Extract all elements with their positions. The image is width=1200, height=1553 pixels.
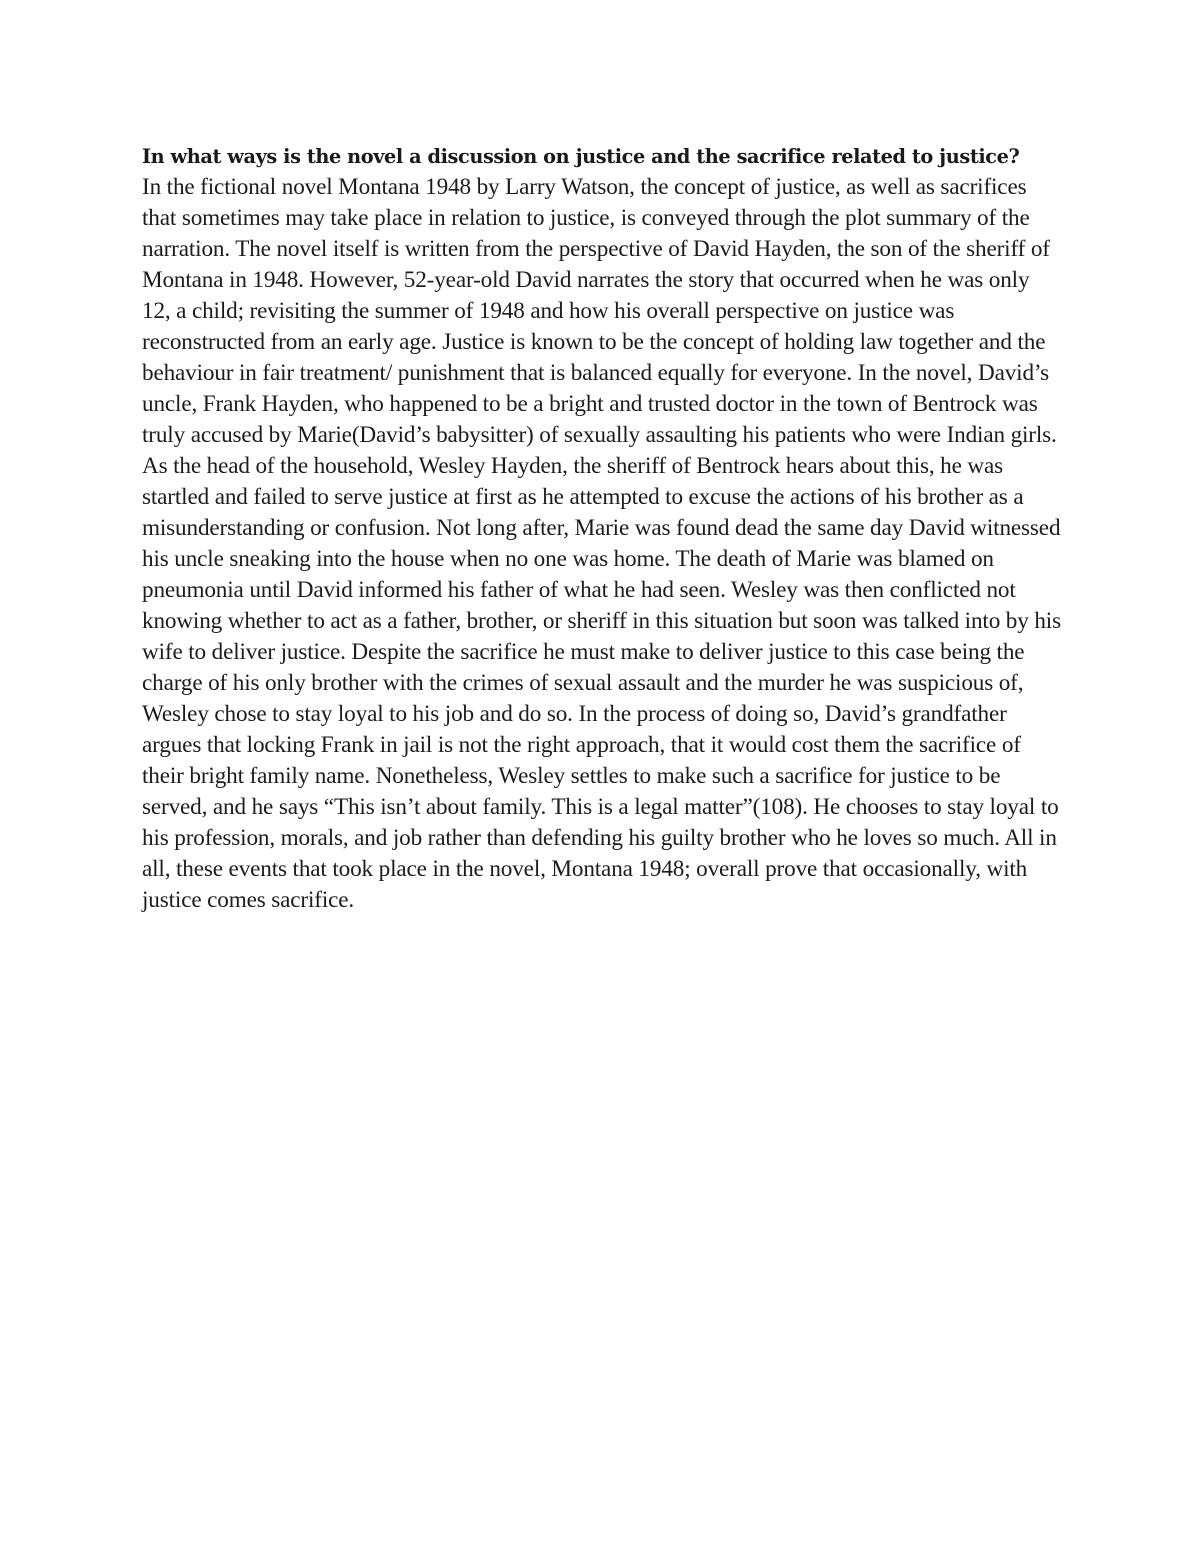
document-content <box>142 141 1062 916</box>
essay-body-paragraph: In the fictional novel Montana 1948 by Larry Watson, the concept of justice, as well as sacrifices that sometimes may take place in relation to justice, is conveyed through the plot summary of the narration. The novel itself is written from the perspective of David Hayden, the son of the sheriff of Montana in 1948. However, 52-year-old David narrates the story that occurred when he was only 12, a child; revisiting the summer of 1948 and how his overall perspective on justice was reconstructed from an early age. Justice is known to be the concept of holding law together and the behaviour in fair treatment/ punishment that is balanced equally for everyone. In the novel, David’s uncle, Frank Hayden, who happened to be a bright and trusted doctor in the town of Bentrock was truly accused by Marie(David’s babysitter) of sexually assaulting his patients who were Indian girls. As the head of the household, Wesley Hayden, the sheriff of Bentrock hears about this, he was startled and failed to serve justice at first as he attempted to excuse the actions of his brother as a misunderstanding or confusion. Not long after, Marie was found dead the same day David witnessed his uncle sneaking into the house when no one was home. The death of Marie was blamed on pneumonia until David informed his father of what he had seen. Wesley was then conflicted not knowing whether to act as a father, brother, or sheriff in this situation but soon was talked into by his wife to deliver justice. Despite the sacrifice he must make to deliver justice to this case being the charge of his only brother with the crimes of sexual assault and the murder he was suspicious of, Wesley chose to stay loyal to his job and do so. In the process of doing so, David’s grandfather argues that locking Frank in jail is not the right approach, that it would cost them the sacrifice of their bright family name. Nonetheless, Wesley settles to make such a sacrifice for justice to be served, and he says “This isn’t about family. This is a legal matter”(108). He chooses to stay loyal to his profession, morals, and job rather than defending his guilty brother who he loves so much. All in all, these events that took place in the novel, Montana 1948; overall prove that occasionally, with justice comes sacrifice. <box>142 174 1061 913</box>
essay-question-heading: In what ways is the novel a discussion on justice and the sacrifice related to justice? <box>142 145 1020 168</box>
